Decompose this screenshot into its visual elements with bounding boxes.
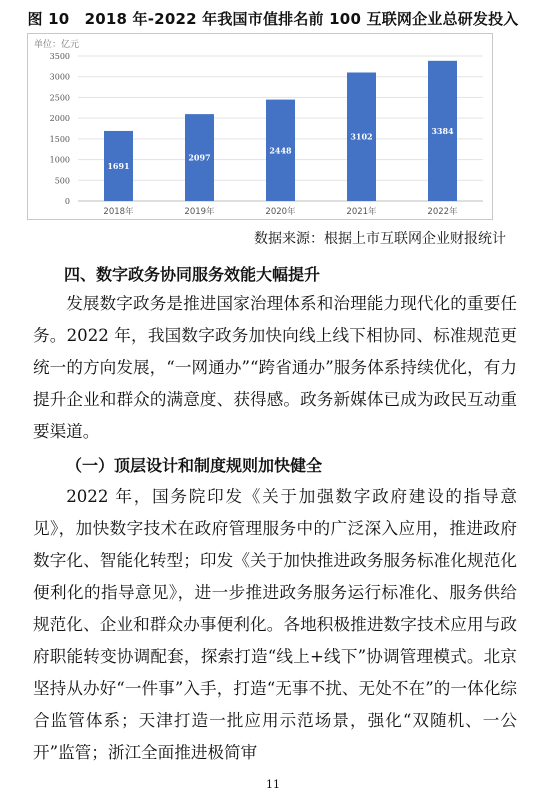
data-source: 数据来源：根据上市互联网企业财报统计 <box>254 231 506 247</box>
x-tick-label: 2019年 <box>184 207 215 217</box>
x-tick-label: 2022年 <box>427 207 458 217</box>
data-label: 2448 <box>269 145 292 156</box>
y-tick-label: 0 <box>64 197 70 206</box>
x-tick-label: 2021年 <box>346 207 377 217</box>
subsection-heading: （一）顶层设计和制度规则加快健全 <box>66 456 323 475</box>
chart-canvas <box>28 34 494 221</box>
y-tick-label: 2000 <box>49 114 70 124</box>
paragraph-2: 2022 年，国务院印发《关于加强数字政府建设的指导意见》，加快数字技术在政府管理服务中的广泛深入应用，推进政府数字化、智能化转型；印发《关于加快推进政务服务标准化规范化便利化的指导意见》，进一步推进政务服务运行标准化、服务供给规范化、企业和群众办事便利化。各地积极推进数字技术应用与政府职能转变协调配套，探索打造“线上+线下”协调管理模式。北京坚持从办好“一件事”入手，打造“无事不扰、无处不在”的一体化综合监管体系；天津打造一批应用示范场景，强化“双随机、一公开”监管；浙江全面推进极简审 <box>33 487 517 762</box>
y-tick-label: 2500 <box>49 93 70 103</box>
x-tick-label: 2020年 <box>265 207 296 217</box>
section-heading: 四、数字政务协同服务效能大幅提升 <box>64 265 321 284</box>
x-tick-label: 2018年 <box>103 207 134 217</box>
figure-title: 图 10 2018 年-2022 年我国市值排名前 100 互联网企业总研发投入 <box>27 10 519 28</box>
y-tick-label: 500 <box>54 176 70 186</box>
y-tick-label: 1500 <box>49 134 70 144</box>
unit-label: 单位：亿元 <box>34 40 80 50</box>
data-label: 2097 <box>188 152 211 163</box>
paragraph-1: 发展数字政务是推进国家治理体系和治理能力现代化的重要任务。2022 年，我国数字政务加快向线上线下相协同、标准规范更统一的方向发展，“一网通办”“跨省通办”服务体系持续优化，有力提升企业和群众的满意度、获得感。政务新媒体已成为政民互动重要渠道。 <box>33 294 517 441</box>
bar-chart <box>27 33 493 220</box>
page-number: 11 <box>266 778 280 791</box>
y-tick-label: 1000 <box>49 155 70 165</box>
y-tick-label: 3000 <box>49 72 70 82</box>
y-tick-label: 3500 <box>49 52 70 61</box>
data-label: 1691 <box>107 160 130 171</box>
data-label: 3384 <box>431 125 454 136</box>
data-label: 3102 <box>350 131 373 142</box>
